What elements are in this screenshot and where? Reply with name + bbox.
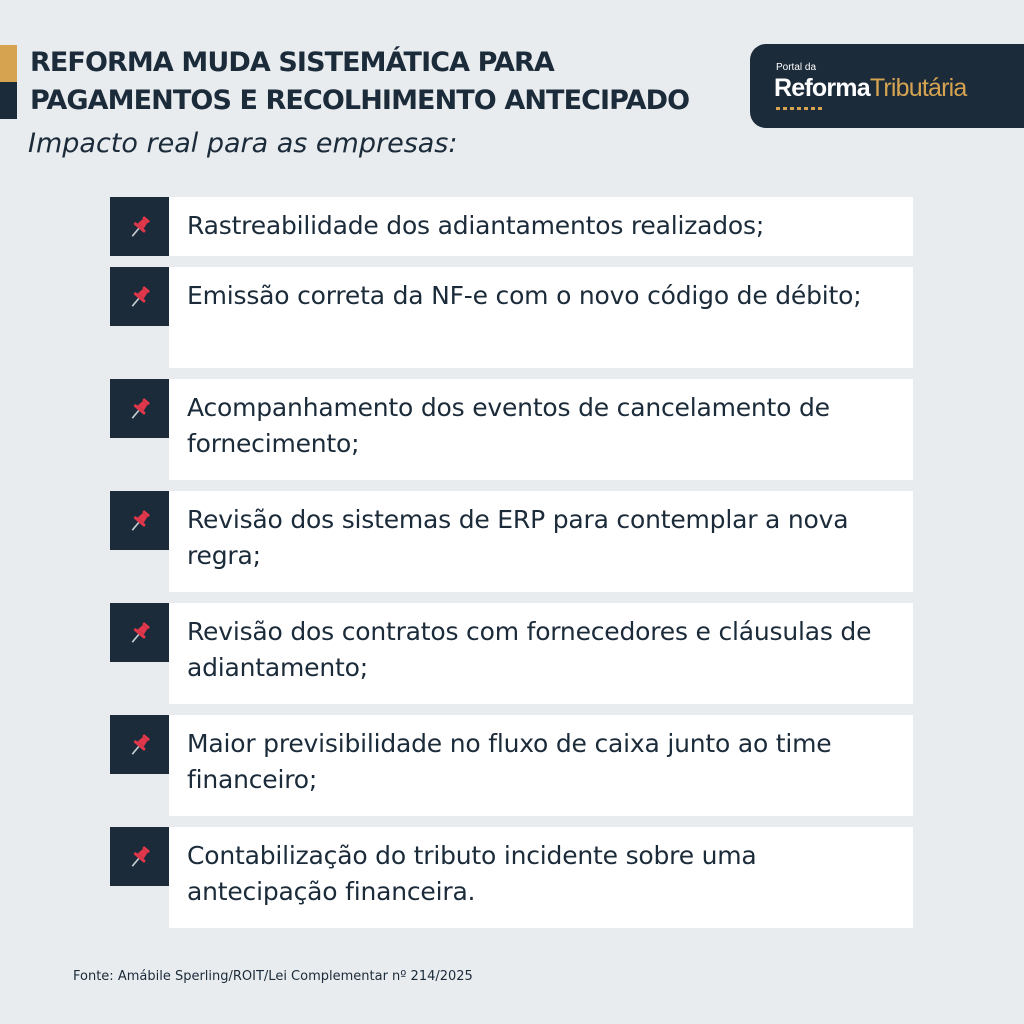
list-item [110,379,913,480]
page-title [30,44,745,120]
pushpin-icon [110,827,169,886]
list-item-text: Revisão dos sistemas de ERP para contemplar a nova regra; [187,505,849,570]
pushpin-icon [110,491,169,550]
brand-logo-main-text [774,74,967,103]
list-item [110,827,913,928]
brand-logo [750,44,1024,128]
subtitle: Impacto real para as empresas: [28,128,458,159]
list-item-text: Rastreabilidade dos adiantamentos realizados; [187,211,765,240]
pushpin-icon [110,197,169,256]
page-title-line-2: PAGAMENTOS E RECOLHIMENTO ANTECIPADO [30,85,690,116]
list-item [110,267,913,368]
list-item-text: Maior previsibilidade no fluxo de caixa junto ao time financeiro; [187,729,832,794]
list-item-text: Contabilização do tributo incidente sobre uma antecipação financeira. [187,841,757,906]
list-item-text: Acompanhamento dos eventos de cancelamento de fornecimento; [187,393,830,458]
brand-logo-bold: Reforma [774,74,870,102]
list-item [110,603,913,704]
brand-logo-light: Tributária [869,74,967,102]
brand-logo-small-text: Portal da [776,62,817,73]
list-item [110,197,913,256]
page-title-line-1: REFORMA MUDA SISTEMÁTICA PARA [30,47,554,78]
brand-logo-dots [776,107,824,110]
pushpin-icon [110,715,169,774]
pushpin-icon [110,603,169,662]
accent-bar-gold [0,45,17,82]
pushpin-icon [110,267,169,326]
list-item [110,715,913,816]
source-citation: Fonte: Amábile Sperling/ROIT/Lei Complementar nº 214/2025 [73,969,473,984]
list-item-text: Emissão correta da NF-e com o novo código de débito; [187,281,862,310]
accent-bar-navy [0,82,17,119]
list-item-text: Revisão dos contratos com fornecedores e cláusulas de adiantamento; [187,617,872,682]
pushpin-icon [110,379,169,438]
list-item [110,491,913,592]
